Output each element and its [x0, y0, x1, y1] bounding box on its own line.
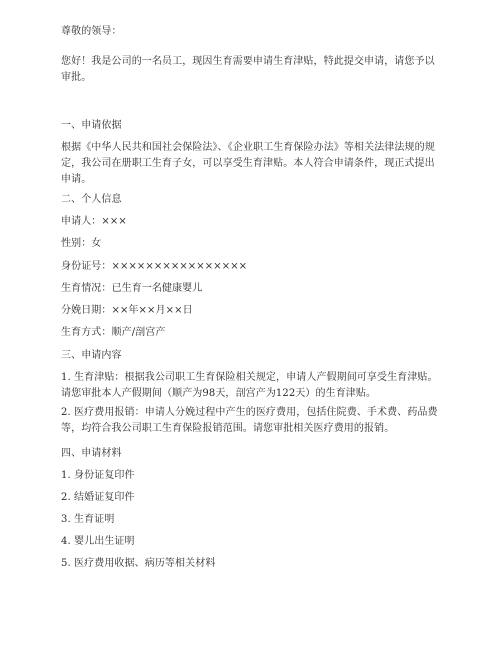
material-item: 2. 结婚证复印件	[61, 492, 135, 503]
gender-line: 性别：女	[61, 238, 102, 249]
section-heading-personal-info: 二、个人信息	[61, 194, 122, 205]
content-item-medical-reimbursement: 2. 医疗费用报销：申请人分娩过程中产生的医疗费用，包括住院费、手术费、药品费等，均符合我公司职工生育保险报销范围。请您审批相关医疗费用的报销。	[61, 407, 438, 434]
intro-paragraph: 您好！我是公司的一名员工，现因生育需要申请生育津贴，特此提交申请，请您予以审批。	[61, 56, 435, 83]
delivery-method-line: 生育方式：顺产/剖宫产	[61, 327, 166, 338]
delivery-date-line: 分娩日期：××年××月××日	[61, 305, 193, 316]
id-number-line: 身份证号：××××××××××××××××	[61, 261, 248, 272]
material-item: 3. 生育证明	[61, 514, 115, 525]
applicant-line: 申请人：×××	[61, 216, 127, 227]
section-heading-application-content: 三、申请内容	[61, 350, 122, 361]
content-item-maternity-allowance: 1. 生育津贴：根据我公司职工生育保险相关规定，申请人产假期间可享受生育津贴。请您审批本人产假期间（顺产为98天，剖宫产为122天）的生育津贴。	[61, 372, 438, 399]
salutation: 尊敬的领导：	[61, 26, 122, 37]
material-item: 1. 身份证复印件	[61, 470, 135, 481]
birth-status-line: 生育情况：已生育一名健康婴儿	[61, 283, 203, 294]
basis-paragraph: 根据《中华人民共和国社会保险法》、《企业职工生育保险办法》等相关法律法规的规定，我公司在册职工生育子女，可以享受生育津贴。本人符合申请条件，现正式提出申请。	[61, 142, 435, 185]
material-item: 5. 医疗费用收据、病历等相关材料	[61, 558, 216, 569]
material-item: 4. 婴儿出生证明	[61, 536, 135, 547]
section-heading-basis: 一、申请依据	[61, 120, 122, 131]
section-heading-materials: 四、申请材料	[61, 448, 122, 459]
